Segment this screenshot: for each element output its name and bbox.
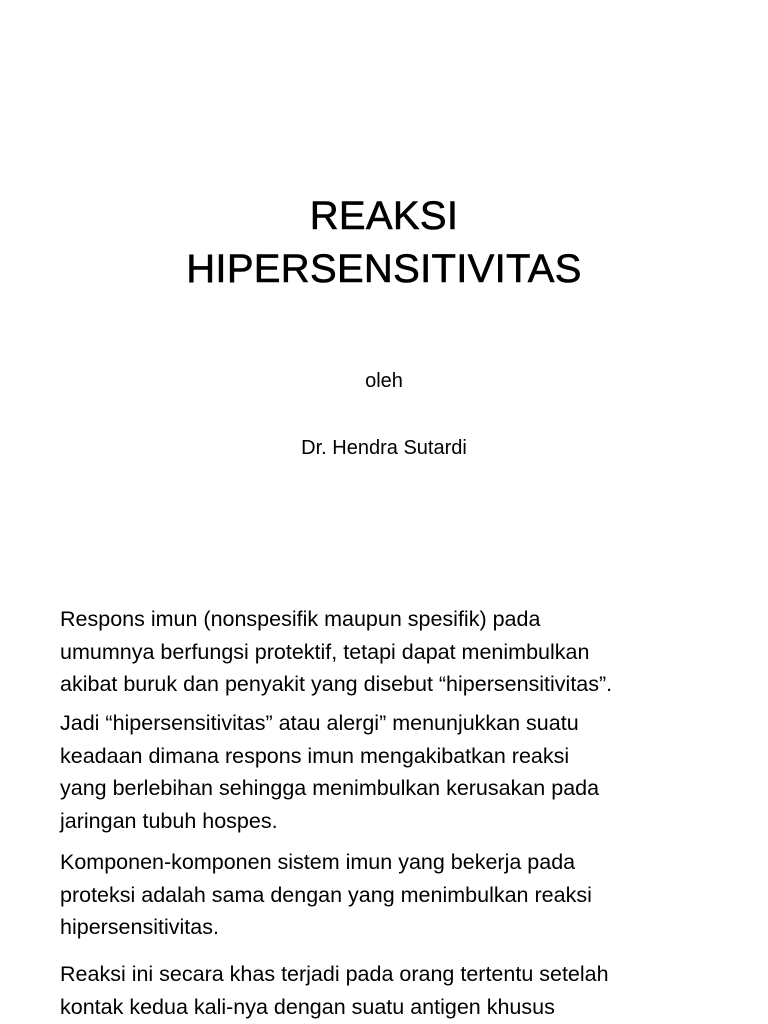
paragraph-line: umumnya berfungsi protektif, tetapi dapat menimbulkan <box>60 639 590 664</box>
paragraph-line: hipersensitivitas. <box>60 915 219 939</box>
paragraph-4 <box>60 958 750 1023</box>
slide-title-line-2: HIPERSENSITIVITAS <box>186 247 582 291</box>
paragraph-3 <box>60 846 750 944</box>
paragraph-line: jaringan tubuh hospes. <box>60 808 278 833</box>
author-name: Dr. Hendra Sutardi <box>301 437 467 459</box>
paragraph-line: kontak kedua kali-nya dengan suatu antigen khusus <box>60 994 555 1019</box>
slide-title <box>0 190 768 296</box>
paragraph-line: yang berlebihan sehingga menimbulkan kerusakan pada <box>60 776 600 800</box>
paragraph-line: Respons imun (nonspesifik maupun spesifik) pada <box>60 607 541 631</box>
paragraph-line: Komponen-komponen sistem imun yang bekerja pada <box>60 850 576 874</box>
slide-title-line-1: REAKSI <box>309 194 459 238</box>
paragraph-line: Reaksi ini secara khas terjadi pada orang tertentu setelah <box>60 962 609 986</box>
paragraph-line: keadaan dimana respons imun mengakibatkan reaksi <box>60 743 570 768</box>
content-slide <box>0 576 768 1024</box>
paragraph-line: proteksi adalah sama dengan yang menimbulkan reaksi <box>60 882 592 907</box>
paragraph-2 <box>60 707 750 837</box>
paragraph-line: Jadi “hipersensitivitas” atau alergi” menunjukkan suatu <box>60 711 579 735</box>
paragraph-line: akibat buruk dan penyakit yang disebut “hipersensitivitas”. <box>60 672 613 696</box>
by-label: oleh <box>365 370 403 392</box>
paragraph-1 <box>60 603 750 701</box>
